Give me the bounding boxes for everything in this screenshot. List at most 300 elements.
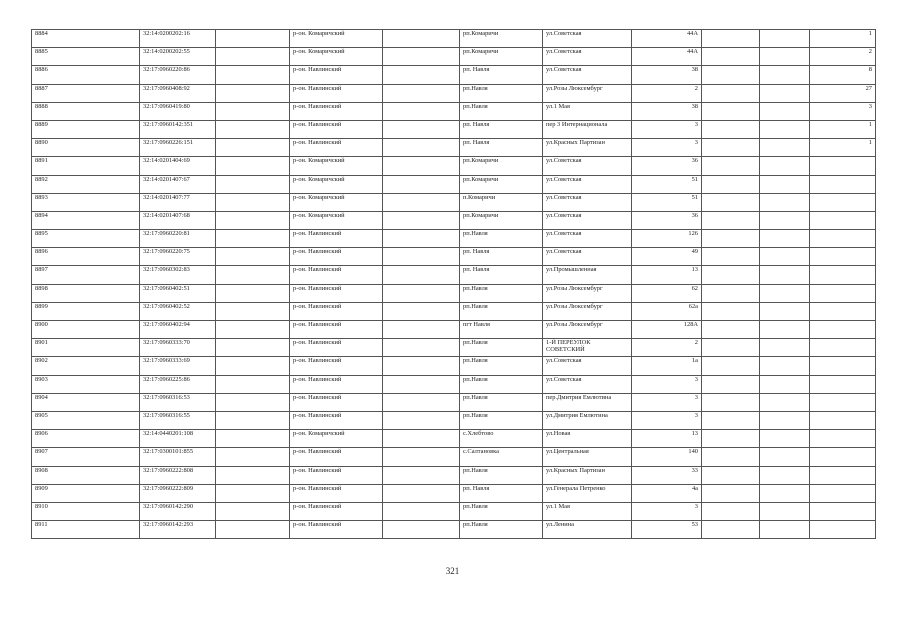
district-cell: р-он. Навлинский xyxy=(290,357,383,375)
locality-cell: рп.Комаричи xyxy=(460,157,543,175)
row-number-cell: 8884 xyxy=(32,30,140,48)
row-number-cell: 8898 xyxy=(32,284,140,302)
empty-cell xyxy=(216,266,290,284)
empty-cell xyxy=(216,466,290,484)
extra-cell xyxy=(702,466,760,484)
locality-cell: рп. Навля xyxy=(460,120,543,138)
extra-cell xyxy=(760,502,810,520)
extra-cell xyxy=(760,175,810,193)
extra-cell xyxy=(702,302,760,320)
extra-cell xyxy=(702,321,760,339)
district-cell: р-он. Навлинский xyxy=(290,266,383,284)
count-cell: 2 xyxy=(810,48,876,66)
extra-cell xyxy=(702,66,760,84)
house-number-cell: 51 xyxy=(632,193,702,211)
extra-cell xyxy=(702,266,760,284)
count-cell: 1 xyxy=(810,30,876,48)
cadastral-number-cell: 32:17:0300101:855 xyxy=(140,448,216,466)
count-cell xyxy=(810,357,876,375)
extra-cell xyxy=(702,284,760,302)
row-number-cell: 8906 xyxy=(32,430,140,448)
count-cell xyxy=(810,266,876,284)
extra-cell xyxy=(702,139,760,157)
empty-cell xyxy=(383,66,460,84)
cadastral-number-cell: 32:17:0960419:80 xyxy=(140,102,216,120)
extra-cell xyxy=(760,393,810,411)
district-cell: р-он. Навлинский xyxy=(290,230,383,248)
district-cell: р-он. Навлинский xyxy=(290,411,383,429)
locality-cell: рп.Навля xyxy=(460,466,543,484)
empty-cell xyxy=(383,230,460,248)
empty-cell xyxy=(383,502,460,520)
empty-cell xyxy=(216,321,290,339)
count-cell xyxy=(810,284,876,302)
extra-cell xyxy=(760,284,810,302)
locality-cell: рп.Навля xyxy=(460,230,543,248)
cadastral-number-cell: 32:17:0960142:293 xyxy=(140,521,216,539)
empty-cell xyxy=(383,84,460,102)
cadastral-number-cell: 32:14:0200202:55 xyxy=(140,48,216,66)
empty-cell xyxy=(383,266,460,284)
extra-cell xyxy=(760,521,810,539)
street-cell: ул.Розы Люксембург xyxy=(543,302,632,320)
extra-cell xyxy=(702,48,760,66)
locality-cell: рп.Навля xyxy=(460,357,543,375)
count-cell xyxy=(810,211,876,229)
locality-cell: рп.Навля xyxy=(460,102,543,120)
district-cell: р-он. Навлинский xyxy=(290,284,383,302)
locality-cell: рп.Навля xyxy=(460,302,543,320)
district-cell: р-он. Навлинский xyxy=(290,375,383,393)
empty-cell xyxy=(216,66,290,84)
row-number-cell: 8909 xyxy=(32,484,140,502)
street-cell: ул.Советская xyxy=(543,193,632,211)
table-row xyxy=(32,302,876,320)
cadastral-number-cell: 32:17:0960302:83 xyxy=(140,266,216,284)
street-cell: ул.Советская xyxy=(543,175,632,193)
extra-cell xyxy=(702,357,760,375)
street-cell: ул.Ленина xyxy=(543,521,632,539)
district-cell: р-он. Навлинский xyxy=(290,484,383,502)
locality-cell: рп.Комаричи xyxy=(460,211,543,229)
empty-cell xyxy=(383,157,460,175)
extra-cell xyxy=(702,375,760,393)
locality-cell: рп.Навля xyxy=(460,375,543,393)
extra-cell xyxy=(702,30,760,48)
empty-cell xyxy=(383,102,460,120)
district-cell: р-он. Навлинский xyxy=(290,66,383,84)
empty-cell xyxy=(216,175,290,193)
row-number-cell: 8903 xyxy=(32,375,140,393)
extra-cell xyxy=(760,448,810,466)
empty-cell xyxy=(216,102,290,120)
locality-cell: рп. Навля xyxy=(460,139,543,157)
empty-cell xyxy=(383,248,460,266)
row-number-cell: 8888 xyxy=(32,102,140,120)
house-number-cell: 3 xyxy=(632,120,702,138)
district-cell: р-он. Комаричский xyxy=(290,48,383,66)
street-cell: ул.Новая xyxy=(543,430,632,448)
house-number-cell: 3 xyxy=(632,393,702,411)
row-number-cell: 8886 xyxy=(32,66,140,84)
cadastral-number-cell: 32:14:0200202:16 xyxy=(140,30,216,48)
empty-cell xyxy=(383,484,460,502)
extra-cell xyxy=(760,357,810,375)
count-cell xyxy=(810,393,876,411)
empty-cell xyxy=(216,339,290,357)
row-number-cell: 8911 xyxy=(32,521,140,539)
empty-cell xyxy=(383,411,460,429)
extra-cell xyxy=(702,248,760,266)
extra-cell xyxy=(702,484,760,502)
empty-cell xyxy=(383,48,460,66)
extra-cell xyxy=(760,411,810,429)
house-number-cell: 51 xyxy=(632,175,702,193)
cadastral-number-cell: 32:17:0960316:55 xyxy=(140,411,216,429)
cadastral-number-cell: 32:17:0960220:81 xyxy=(140,230,216,248)
house-number-cell: 4а xyxy=(632,484,702,502)
empty-cell xyxy=(383,302,460,320)
locality-cell: рп.Навля xyxy=(460,339,543,357)
cadastral-number-cell: 32:17:0960402:94 xyxy=(140,321,216,339)
empty-cell xyxy=(383,30,460,48)
locality-cell: рп.Навля xyxy=(460,521,543,539)
table-row xyxy=(32,430,876,448)
district-cell: р-он. Навлинский xyxy=(290,102,383,120)
count-cell: 1 xyxy=(810,120,876,138)
table-row xyxy=(32,139,876,157)
locality-cell: пгт Навля xyxy=(460,321,543,339)
cadastral-number-cell: 32:14:0201407:67 xyxy=(140,175,216,193)
locality-cell: рп.Комаричи xyxy=(460,48,543,66)
house-number-cell: 44А xyxy=(632,48,702,66)
table-row xyxy=(32,157,876,175)
count-cell xyxy=(810,321,876,339)
street-cell: ул.Розы Люксембург xyxy=(543,321,632,339)
table-row xyxy=(32,411,876,429)
empty-cell xyxy=(383,284,460,302)
extra-cell xyxy=(760,230,810,248)
extra-cell xyxy=(702,448,760,466)
empty-cell xyxy=(216,448,290,466)
house-number-cell: 126 xyxy=(632,230,702,248)
district-cell: р-он. Навлинский xyxy=(290,302,383,320)
count-cell xyxy=(810,484,876,502)
district-cell: р-он. Навлинский xyxy=(290,321,383,339)
table-row xyxy=(32,211,876,229)
street-cell: 1-Й ПЕРЕУЛОК СОВЕТСКИЙ xyxy=(543,339,632,357)
locality-cell: рп. Навля xyxy=(460,266,543,284)
empty-cell xyxy=(383,448,460,466)
table-row xyxy=(32,120,876,138)
extra-cell xyxy=(702,230,760,248)
table-row xyxy=(32,248,876,266)
empty-cell xyxy=(383,375,460,393)
street-cell: пер 3 Интернационала xyxy=(543,120,632,138)
empty-cell xyxy=(216,48,290,66)
row-number-cell: 8892 xyxy=(32,175,140,193)
house-number-cell: 53 xyxy=(632,521,702,539)
row-number-cell: 8905 xyxy=(32,411,140,429)
extra-cell xyxy=(702,211,760,229)
street-cell: пер.Дмитрия Емлютина xyxy=(543,393,632,411)
empty-cell xyxy=(216,484,290,502)
empty-cell xyxy=(383,430,460,448)
extra-cell xyxy=(702,157,760,175)
empty-cell xyxy=(383,521,460,539)
empty-cell xyxy=(216,193,290,211)
empty-cell xyxy=(383,357,460,375)
empty-cell xyxy=(216,211,290,229)
empty-cell xyxy=(216,521,290,539)
count-cell: 27 xyxy=(810,84,876,102)
count-cell: 8 xyxy=(810,66,876,84)
cadastral-number-cell: 32:17:0960226:151 xyxy=(140,139,216,157)
locality-cell: рп.Навля xyxy=(460,411,543,429)
cadastral-number-cell: 32:14:0201407:77 xyxy=(140,193,216,211)
row-number-cell: 8902 xyxy=(32,357,140,375)
row-number-cell: 8896 xyxy=(32,248,140,266)
count-cell xyxy=(810,448,876,466)
house-number-cell: 13 xyxy=(632,266,702,284)
count-cell xyxy=(810,175,876,193)
house-number-cell: 38 xyxy=(632,102,702,120)
street-cell: ул.Советская xyxy=(543,230,632,248)
extra-cell xyxy=(702,193,760,211)
table-row xyxy=(32,193,876,211)
house-number-cell: 62 xyxy=(632,284,702,302)
row-number-cell: 8893 xyxy=(32,193,140,211)
table-row xyxy=(32,266,876,284)
district-cell: р-он. Навлинский xyxy=(290,502,383,520)
count-cell xyxy=(810,466,876,484)
street-cell: ул.Советская xyxy=(543,211,632,229)
district-cell: р-он. Комаричский xyxy=(290,193,383,211)
extra-cell xyxy=(702,84,760,102)
street-cell: ул.Советская xyxy=(543,248,632,266)
extra-cell xyxy=(760,430,810,448)
street-cell: ул.Розы Люксембург xyxy=(543,284,632,302)
empty-cell xyxy=(383,139,460,157)
row-number-cell: 8891 xyxy=(32,157,140,175)
house-number-cell: 2 xyxy=(632,339,702,357)
extra-cell xyxy=(702,502,760,520)
district-cell: р-он. Навлинский xyxy=(290,448,383,466)
cadastral-number-cell: 32:17:0960222:808 xyxy=(140,466,216,484)
house-number-cell: 2 xyxy=(632,84,702,102)
house-number-cell: 3 xyxy=(632,411,702,429)
extra-cell xyxy=(702,120,760,138)
house-number-cell: 140 xyxy=(632,448,702,466)
table-row xyxy=(32,466,876,484)
district-cell: р-он. Комаричский xyxy=(290,175,383,193)
house-number-cell: 44А xyxy=(632,30,702,48)
empty-cell xyxy=(216,284,290,302)
table-row xyxy=(32,102,876,120)
table-row xyxy=(32,30,876,48)
row-number-cell: 8910 xyxy=(32,502,140,520)
locality-cell: рп. Навля xyxy=(460,66,543,84)
table-row xyxy=(32,375,876,393)
house-number-cell: 38 xyxy=(632,66,702,84)
district-cell: р-он. Навлинский xyxy=(290,139,383,157)
cadastral-number-cell: 32:17:0960222:809 xyxy=(140,484,216,502)
house-number-cell: 3 xyxy=(632,502,702,520)
street-cell: ул.Генерала Петренко xyxy=(543,484,632,502)
locality-cell: рп.Навля xyxy=(460,502,543,520)
extra-cell xyxy=(760,339,810,357)
cadastral-number-cell: 32:17:0960316:53 xyxy=(140,393,216,411)
street-cell: ул.Советская xyxy=(543,66,632,84)
cadastral-number-cell: 32:17:0960408:92 xyxy=(140,84,216,102)
locality-cell: рп.Навля xyxy=(460,393,543,411)
cadastral-number-cell: 32:17:0960402:51 xyxy=(140,284,216,302)
row-number-cell: 8890 xyxy=(32,139,140,157)
street-cell: ул.Розы Люксембург xyxy=(543,84,632,102)
empty-cell xyxy=(383,321,460,339)
street-cell: ул.Советская xyxy=(543,375,632,393)
count-cell xyxy=(810,411,876,429)
table-row xyxy=(32,48,876,66)
locality-cell: рп. Навля xyxy=(460,484,543,502)
locality-cell: с.Салтановка xyxy=(460,448,543,466)
street-cell: ул.Промышленная xyxy=(543,266,632,284)
empty-cell xyxy=(383,120,460,138)
extra-cell xyxy=(702,430,760,448)
count-cell xyxy=(810,157,876,175)
extra-cell xyxy=(760,30,810,48)
district-cell: р-он. Комаричский xyxy=(290,211,383,229)
page-number: 321 xyxy=(445,566,460,576)
row-number-cell: 8889 xyxy=(32,120,140,138)
extra-cell xyxy=(760,193,810,211)
count-cell xyxy=(810,339,876,357)
street-cell: ул.Дмитрия Емлютина xyxy=(543,411,632,429)
count-cell xyxy=(810,521,876,539)
table-row xyxy=(32,84,876,102)
locality-cell: с.Хлебтово xyxy=(460,430,543,448)
house-number-cell: 36 xyxy=(632,211,702,229)
district-cell: р-он. Навлинский xyxy=(290,521,383,539)
empty-cell xyxy=(216,302,290,320)
empty-cell xyxy=(216,230,290,248)
table-row xyxy=(32,66,876,84)
extra-cell xyxy=(760,266,810,284)
count-cell xyxy=(810,302,876,320)
count-cell xyxy=(810,430,876,448)
count-cell xyxy=(810,375,876,393)
cadastral-number-cell: 32:14:0201407:68 xyxy=(140,211,216,229)
house-number-cell: 1а xyxy=(632,357,702,375)
extra-cell xyxy=(702,411,760,429)
street-cell: ул.Советская xyxy=(543,157,632,175)
count-cell: 1 xyxy=(810,139,876,157)
table-row xyxy=(32,448,876,466)
locality-cell: п.Комаричи xyxy=(460,193,543,211)
empty-cell xyxy=(216,411,290,429)
empty-cell xyxy=(216,30,290,48)
empty-cell xyxy=(216,84,290,102)
table-row xyxy=(32,521,876,539)
house-number-cell: 36 xyxy=(632,157,702,175)
empty-cell xyxy=(216,120,290,138)
cadastral-number-cell: 32:17:0960333:70 xyxy=(140,339,216,357)
table-row xyxy=(32,339,876,357)
row-number-cell: 8907 xyxy=(32,448,140,466)
extra-cell xyxy=(760,484,810,502)
table-row xyxy=(32,321,876,339)
register-table xyxy=(31,29,876,539)
extra-cell xyxy=(702,393,760,411)
extra-cell xyxy=(760,120,810,138)
street-cell: ул.Центральная xyxy=(543,448,632,466)
table-row xyxy=(32,502,876,520)
cadastral-number-cell: 32:17:0960333:69 xyxy=(140,357,216,375)
cadastral-number-cell: 32:17:0960220:75 xyxy=(140,248,216,266)
row-number-cell: 8900 xyxy=(32,321,140,339)
house-number-cell: 62а xyxy=(632,302,702,320)
extra-cell xyxy=(760,321,810,339)
cadastral-number-cell: 32:17:0960220:86 xyxy=(140,66,216,84)
district-cell: р-он. Комаричский xyxy=(290,157,383,175)
row-number-cell: 8908 xyxy=(32,466,140,484)
extra-cell xyxy=(760,248,810,266)
extra-cell xyxy=(702,175,760,193)
extra-cell xyxy=(760,84,810,102)
empty-cell xyxy=(216,139,290,157)
table-row xyxy=(32,393,876,411)
row-number-cell: 8901 xyxy=(32,339,140,357)
extra-cell xyxy=(760,139,810,157)
district-cell: р-он. Навлинский xyxy=(290,120,383,138)
district-cell: р-он. Навлинский xyxy=(290,339,383,357)
table-row xyxy=(32,284,876,302)
extra-cell xyxy=(760,102,810,120)
house-number-cell: 128А xyxy=(632,321,702,339)
empty-cell xyxy=(383,393,460,411)
extra-cell xyxy=(702,102,760,120)
locality-cell: рп.Навля xyxy=(460,84,543,102)
row-number-cell: 8895 xyxy=(32,230,140,248)
empty-cell xyxy=(383,466,460,484)
cadastral-number-cell: 32:17:0960142:351 xyxy=(140,120,216,138)
street-cell: ул.Советская xyxy=(543,357,632,375)
extra-cell xyxy=(760,48,810,66)
district-cell: р-он. Навлинский xyxy=(290,248,383,266)
empty-cell xyxy=(216,430,290,448)
row-number-cell: 8885 xyxy=(32,48,140,66)
extra-cell xyxy=(702,521,760,539)
empty-cell xyxy=(216,502,290,520)
empty-cell xyxy=(383,339,460,357)
extra-cell xyxy=(760,375,810,393)
empty-cell xyxy=(216,393,290,411)
extra-cell xyxy=(760,211,810,229)
count-cell xyxy=(810,193,876,211)
district-cell: р-он. Навлинский xyxy=(290,466,383,484)
empty-cell xyxy=(216,248,290,266)
count-cell: 3 xyxy=(810,102,876,120)
count-cell xyxy=(810,248,876,266)
house-number-cell: 3 xyxy=(632,139,702,157)
cadastral-number-cell: 32:14:0201404:69 xyxy=(140,157,216,175)
extra-cell xyxy=(760,157,810,175)
cadastral-number-cell: 32:14:0440201:108 xyxy=(140,430,216,448)
table-row xyxy=(32,230,876,248)
extra-cell xyxy=(702,339,760,357)
table-body xyxy=(32,30,876,539)
district-cell: р-он. Комаричский xyxy=(290,30,383,48)
